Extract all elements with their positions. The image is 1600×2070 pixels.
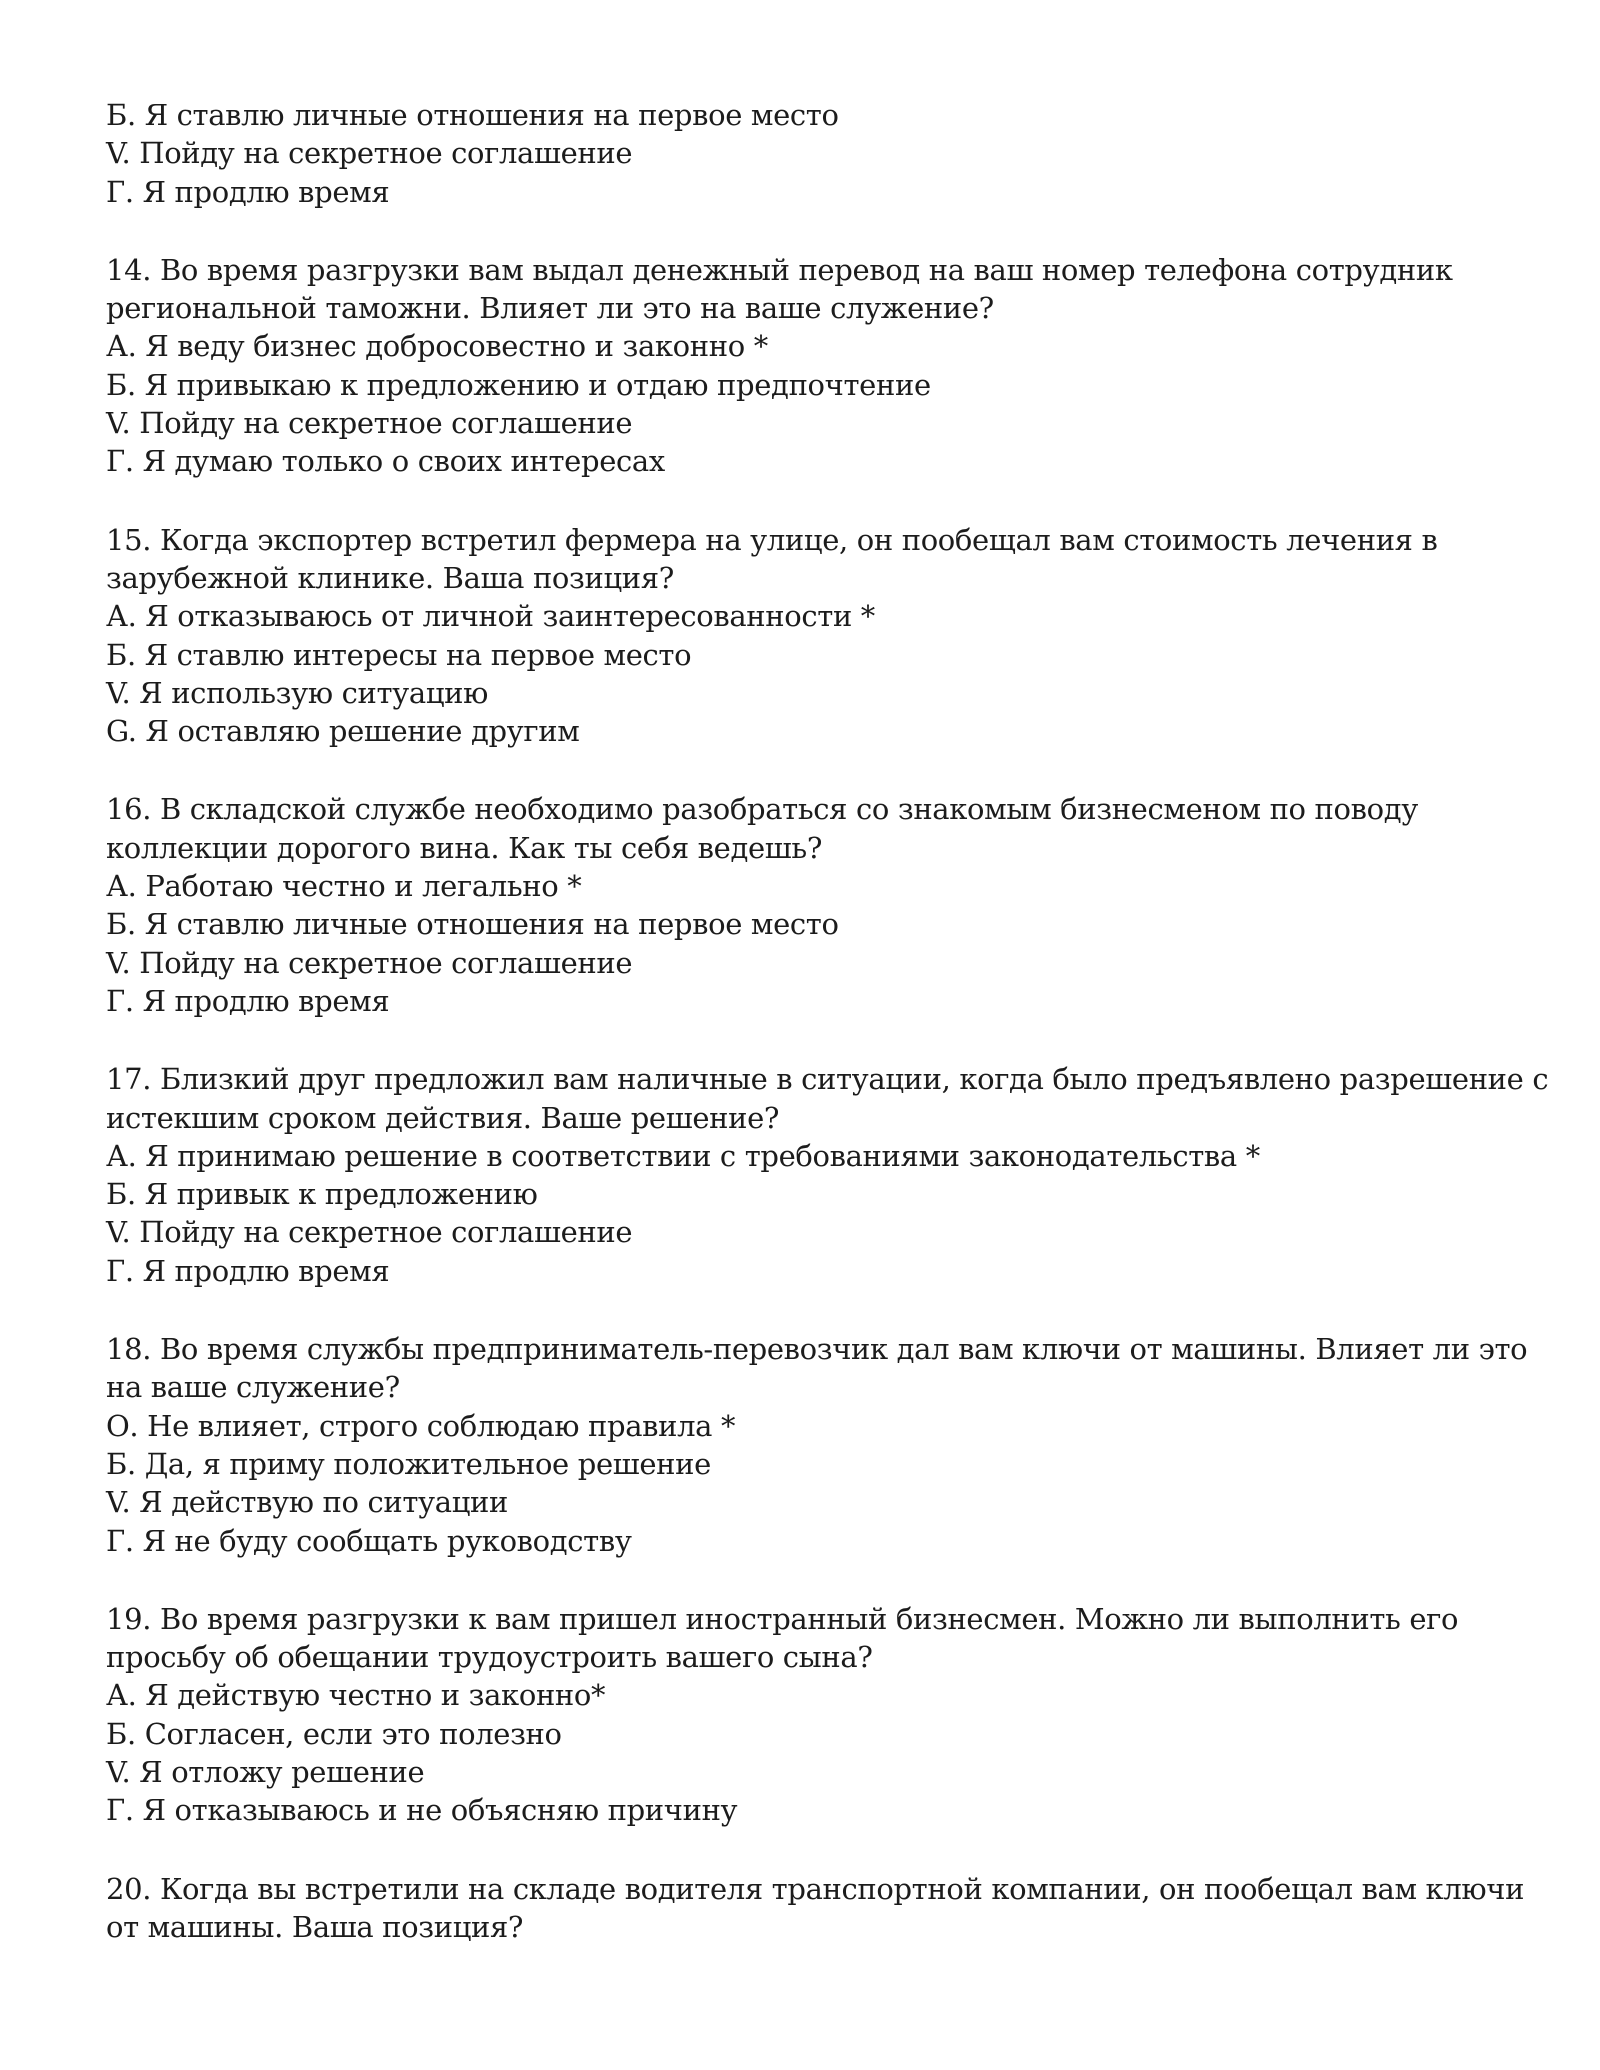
answer-option: V. Пойду на секретное соглашение [106, 945, 633, 980]
answer-option: Г. Я не буду сообщать руководству [106, 1523, 632, 1558]
answer-option: А. Я отказываюсь от личной заинтересованности * [106, 599, 875, 634]
answer-option: V. Пойду на секретное соглашение [106, 1215, 633, 1250]
answer-option: Б. Да, я приму положительное решение [106, 1446, 711, 1481]
question-19 [106, 1600, 1506, 1830]
answer-option: Г. Я продлю время [106, 174, 390, 209]
spacer [106, 1830, 1506, 1870]
spacer [106, 211, 1506, 251]
question-text: 15. Когда экспортер встретил фермера на улице, он пообещал вам стоимость лечения в [106, 522, 1438, 557]
answer-option: О. Не влияет, строго соблюдаю правила * [106, 1408, 736, 1443]
answer-option: Г. Я думаю только о своих интересах [106, 444, 665, 479]
question-14 [106, 251, 1506, 481]
answer-option: Б. Я ставлю интересы на первое место [106, 637, 692, 672]
question-text: региональной таможни. Влияет ли это на ваше служение? [106, 291, 994, 326]
answer-option: Б. Я ставлю личные отношения на первое место [106, 98, 839, 132]
answer-option: А. Работаю честно и легально * [106, 869, 582, 904]
answer-option: А. Я веду бизнес добросовестно и законно * [106, 329, 768, 364]
question-text: 17. Близкий друг предложил вам наличные в ситуации, когда было предъявлено разрешение с [106, 1062, 1549, 1097]
question-text: 18. Во время службы предприниматель-перевозчик дал вам ключи от машины. Влияет ли это [106, 1332, 1528, 1367]
spacer [106, 481, 1506, 521]
answer-option: Г. Я продлю время [106, 983, 390, 1018]
question-text: истекшим сроком действия. Ваше решение? [106, 1100, 780, 1135]
spacer [106, 1290, 1506, 1330]
question-text: 20. Когда вы встретили на складе водителя транспортной компании, он пообещал вам ключи [106, 1871, 1525, 1906]
question-text: 19. Во время разгрузки к вам пришел иностранный бизнесмен. Можно ли выполнить его [106, 1601, 1459, 1636]
answer-option: А. Я принимаю решение в соответствии с требованиями законодательства * [106, 1138, 1260, 1173]
question-text: просьбу об обещании трудоустроить вашего сына? [106, 1640, 873, 1675]
question-text: коллекции дорогого вина. Как ты себя ведешь? [106, 830, 823, 865]
answer-option: А. Я действую честно и законно* [106, 1678, 606, 1713]
answer-option: G. Я оставляю решение другим [106, 714, 580, 749]
spacer [106, 750, 1506, 790]
answer-option: Г. Я отказываюсь и не объясняю причину [106, 1793, 738, 1828]
answer-option: Б. Я ставлю личные отношения на первое место [106, 907, 839, 942]
answer-option: Б. Согласен, если это полезно [106, 1716, 562, 1751]
question-text: от машины. Ваша позиция? [106, 1909, 524, 1944]
document-page [106, 96, 1549, 1946]
question-17 [106, 1060, 1549, 1290]
question-text: зарубежной клинике. Ваша позиция? [106, 560, 674, 595]
answer-option: V. Я использую ситуацию [106, 675, 489, 710]
spacer [106, 1020, 1506, 1060]
answer-option: V. Пойду на секретное соглашение [106, 406, 633, 441]
answer-option: Г. Я продлю время [106, 1253, 390, 1288]
answer-option: Б. Я привыкаю к предложению и отдаю предпочтение [106, 367, 931, 402]
question-20 [106, 1870, 1525, 1947]
question-15 [106, 521, 1506, 751]
answer-option: V. Пойду на секретное соглашение [106, 136, 633, 171]
question-18 [106, 1330, 1528, 1560]
answer-option: Б. Я привык к предложению [106, 1177, 538, 1212]
spacer [106, 1560, 1506, 1600]
question-text: 14. Во время разгрузки вам выдал денежный перевод на ваш номер телефона сотрудник [106, 252, 1453, 287]
question-text: 16. В складской службе необходимо разобраться со знакомым бизнесменом по поводу [106, 792, 1418, 827]
answer-option: V. Я отложу решение [106, 1754, 425, 1789]
question-text: на ваше служение? [106, 1370, 400, 1405]
answer-option: V. Я действую по ситуации [106, 1485, 508, 1520]
lead-in-options [106, 96, 1506, 211]
question-16 [106, 790, 1506, 1020]
